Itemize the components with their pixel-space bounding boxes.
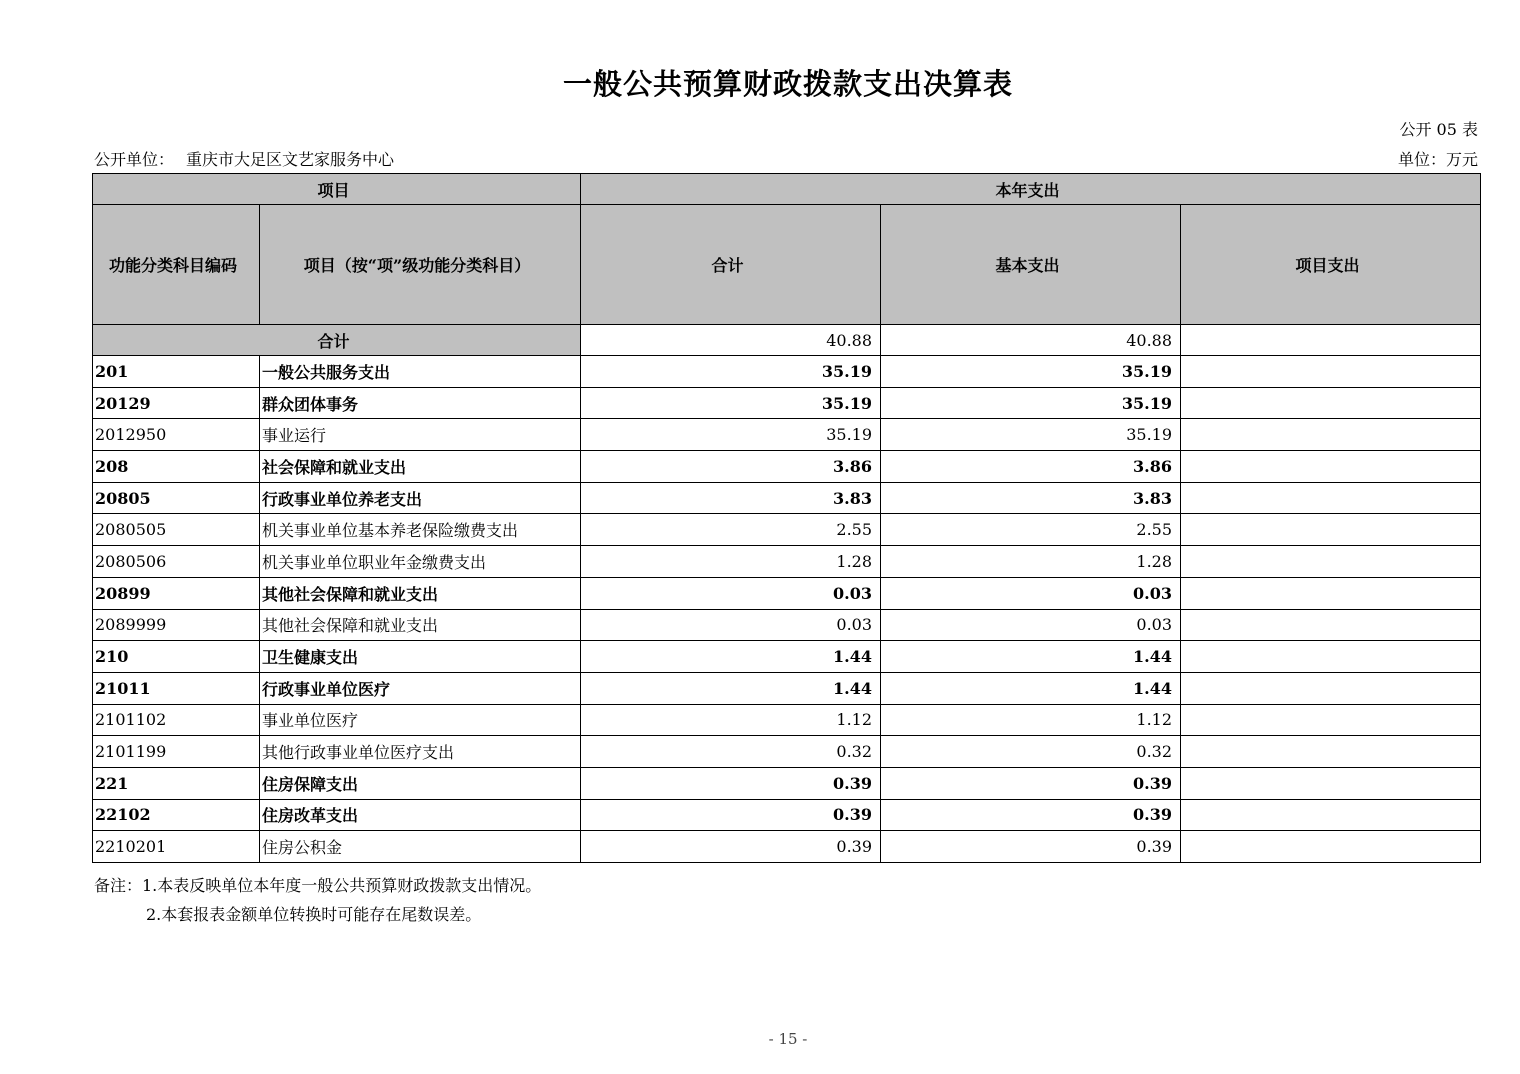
total-basic: 40.88 (881, 325, 1181, 356)
row-project (1181, 514, 1481, 546)
total-project (1181, 325, 1481, 356)
row-code: 20129 (93, 387, 260, 419)
row-project (1181, 799, 1481, 831)
table-row (93, 451, 1481, 483)
row-total: 1.44 (581, 672, 881, 704)
row-project (1181, 704, 1481, 736)
row-total: 35.19 (581, 419, 881, 451)
unit-name: 重庆市大足区文艺家服务中心 (186, 150, 395, 169)
header-basic: 基本支出 (881, 205, 1181, 325)
report-title: 一般公共预算财政拨款支出决算表 (562, 67, 1013, 101)
row-code: 2080505 (93, 514, 260, 546)
header-project: 项目 (93, 174, 581, 205)
row-basic: 1.12 (881, 704, 1181, 736)
total-row (93, 325, 1481, 356)
table-row (93, 672, 1481, 704)
row-basic: 0.03 (881, 609, 1181, 641)
table-row (93, 831, 1481, 863)
row-total: 1.12 (581, 704, 881, 736)
row-code: 2080506 (93, 546, 260, 578)
row-code: 208 (93, 451, 260, 483)
row-code: 2089999 (93, 609, 260, 641)
notes (94, 871, 541, 929)
row-project (1181, 831, 1481, 863)
table-row (93, 799, 1481, 831)
total-sum: 40.88 (581, 325, 881, 356)
header-total: 合计 (581, 205, 881, 325)
row-project (1181, 609, 1481, 641)
row-name: 其他社会保障和就业支出 (260, 609, 581, 641)
row-project (1181, 419, 1481, 451)
row-project (1181, 482, 1481, 514)
row-total: 35.19 (581, 387, 881, 419)
header-current-year: 本年支出 (581, 174, 1481, 205)
expenditure-table (92, 173, 1481, 863)
row-name: 住房保障支出 (260, 767, 581, 799)
row-name: 机关事业单位基本养老保险缴费支出 (260, 514, 581, 546)
row-total: 3.86 (581, 451, 881, 483)
note-1: 备注：1.本表反映单位本年度一般公共预算财政拨款支出情况。 (94, 876, 542, 895)
row-name: 群众团体事务 (260, 387, 581, 419)
row-name: 事业单位医疗 (260, 704, 581, 736)
row-project (1181, 546, 1481, 578)
row-name: 行政事业单位养老支出 (260, 482, 581, 514)
table-row (93, 577, 1481, 609)
row-code: 2012950 (93, 419, 260, 451)
row-total: 35.19 (581, 356, 881, 388)
row-project (1181, 451, 1481, 483)
row-project (1181, 356, 1481, 388)
currency-unit: 单位：万元 (1397, 150, 1478, 169)
row-name: 社会保障和就业支出 (260, 451, 581, 483)
header-code: 功能分类科目编码 (93, 205, 260, 325)
row-basic: 3.83 (881, 482, 1181, 514)
header-row-top (93, 174, 1481, 205)
note-2: 2.本套报表金额单位转换时可能存在尾数误差。 (146, 905, 482, 924)
row-name: 住房公积金 (260, 831, 581, 863)
row-basic: 0.39 (881, 799, 1181, 831)
row-total: 3.83 (581, 482, 881, 514)
page-number: - 15 - (768, 1030, 808, 1048)
row-total: 1.28 (581, 546, 881, 578)
row-basic: 3.86 (881, 451, 1181, 483)
row-basic: 1.44 (881, 641, 1181, 673)
row-basic: 1.28 (881, 546, 1181, 578)
row-basic: 1.44 (881, 672, 1181, 704)
row-basic: 0.39 (881, 767, 1181, 799)
row-basic: 0.03 (881, 577, 1181, 609)
reporting-unit (94, 147, 394, 170)
row-code: 201 (93, 356, 260, 388)
row-basic: 35.19 (881, 387, 1181, 419)
row-project (1181, 387, 1481, 419)
row-code: 22102 (93, 799, 260, 831)
row-basic: 2.55 (881, 514, 1181, 546)
row-total: 0.39 (581, 799, 881, 831)
unit-label: 公开单位： (94, 150, 175, 169)
table-row (93, 641, 1481, 673)
row-project (1181, 641, 1481, 673)
row-code: 2210201 (93, 831, 260, 863)
row-name: 一般公共服务支出 (260, 356, 581, 388)
table-row (93, 419, 1481, 451)
header-project-exp: 项目支出 (1181, 205, 1481, 325)
row-total: 0.39 (581, 831, 881, 863)
row-code: 20899 (93, 577, 260, 609)
row-code: 2101199 (93, 736, 260, 768)
row-basic: 0.39 (881, 831, 1181, 863)
row-total: 1.44 (581, 641, 881, 673)
row-project (1181, 672, 1481, 704)
row-name: 行政事业单位医疗 (260, 672, 581, 704)
row-total: 0.03 (581, 609, 881, 641)
table-row (93, 514, 1481, 546)
row-total: 0.03 (581, 577, 881, 609)
row-project (1181, 577, 1481, 609)
table-row (93, 767, 1481, 799)
table-row (93, 704, 1481, 736)
row-code: 221 (93, 767, 260, 799)
table-row (93, 736, 1481, 768)
row-project (1181, 736, 1481, 768)
total-label: 合计 (93, 325, 581, 356)
row-total: 0.32 (581, 736, 881, 768)
row-name: 住房改革支出 (260, 799, 581, 831)
row-name: 机关事业单位职业年金缴费支出 (260, 546, 581, 578)
row-name: 其他社会保障和就业支出 (260, 577, 581, 609)
row-code: 21011 (93, 672, 260, 704)
row-project (1181, 767, 1481, 799)
table-row (93, 356, 1481, 388)
row-code: 20805 (93, 482, 260, 514)
table-row (93, 387, 1481, 419)
row-name: 卫生健康支出 (260, 641, 581, 673)
header-row-bottom (93, 205, 1481, 325)
row-code: 210 (93, 641, 260, 673)
table-row (93, 482, 1481, 514)
table-row (93, 546, 1481, 578)
header-item: 项目（按“项”级功能分类科目） (260, 205, 581, 325)
form-number: 公开 05 表 (1399, 120, 1478, 139)
table-row (93, 609, 1481, 641)
row-basic: 35.19 (881, 356, 1181, 388)
row-code: 2101102 (93, 704, 260, 736)
row-name: 其他行政事业单位医疗支出 (260, 736, 581, 768)
row-name: 事业运行 (260, 419, 581, 451)
row-total: 2.55 (581, 514, 881, 546)
row-basic: 35.19 (881, 419, 1181, 451)
row-total: 0.39 (581, 767, 881, 799)
row-basic: 0.32 (881, 736, 1181, 768)
